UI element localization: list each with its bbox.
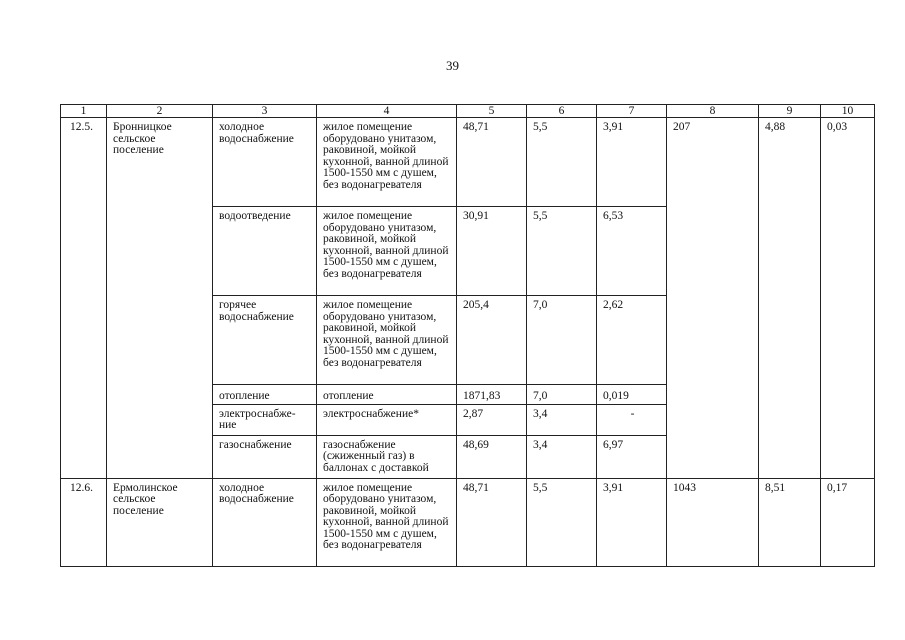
value-col7: 2,62 (597, 296, 667, 385)
value-col10: 0,03 (821, 118, 875, 479)
value-col5: 48,71 (457, 478, 527, 566)
value-col7: 3,91 (597, 478, 667, 566)
service-name: водоотведение (213, 207, 317, 296)
page-number: 39 (446, 58, 459, 73)
value-col5: 30,91 (457, 207, 527, 296)
value-col6: 3,4 (527, 404, 597, 435)
service-description: жилое помещение оборудовано унитазом, раковиной, мойкой кухонной, ванной длиной 1500-1550 мм с душем, без водонагревателя (317, 296, 457, 385)
tariff-table (60, 104, 875, 567)
header-cell: 10 (821, 105, 875, 118)
value-col5: 48,71 (457, 118, 527, 207)
row-number: 12.6. (61, 478, 107, 566)
value-col6: 7,0 (527, 385, 597, 405)
header-cell: 7 (597, 105, 667, 118)
value-col7: 6,53 (597, 207, 667, 296)
header-cell: 1 (61, 105, 107, 118)
value-col8: 1043 (667, 478, 759, 566)
table-row (61, 118, 875, 207)
service-name: отопление (213, 385, 317, 405)
header-cell: 5 (457, 105, 527, 118)
service-name: газоснабжение (213, 435, 317, 478)
service-name: электроснабже-ние (213, 404, 317, 435)
value-col6: 7,0 (527, 296, 597, 385)
service-description: жилое помещение оборудовано унитазом, раковиной, мойкой кухонной, ванной длиной 1500-1550 мм с душем, без водонагревателя (317, 478, 457, 566)
value-col7: 0,019 (597, 385, 667, 405)
service-description: электроснабжение* (317, 404, 457, 435)
service-description: газоснабжение (сжиженный газ) в баллонах с доставкой (317, 435, 457, 478)
value-col6: 3,4 (527, 435, 597, 478)
row-number: 12.5. (61, 118, 107, 479)
service-name: холодное водоснабжение (213, 478, 317, 566)
value-col10: 0,17 (821, 478, 875, 566)
service-description: жилое помещение оборудовано унитазом, раковиной, мойкой кухонной, ванной длиной 1500-1550 мм с душем, без водонагревателя (317, 207, 457, 296)
value-col6: 5,5 (527, 118, 597, 207)
value-col6: 5,5 (527, 478, 597, 566)
header-row (61, 105, 875, 118)
settlement-name: Бронницкое сельское поселение (107, 118, 213, 479)
header-cell: 4 (317, 105, 457, 118)
header-cell: 8 (667, 105, 759, 118)
header-cell: 6 (527, 105, 597, 118)
service-description: жилое помещение оборудовано унитазом, раковиной, мойкой кухонной, ванной длиной 1500-1550 мм с душем, без водонагревателя (317, 118, 457, 207)
value-col5: 205,4 (457, 296, 527, 385)
value-col7: 6,97 (597, 435, 667, 478)
value-col5: 2,87 (457, 404, 527, 435)
value-col6: 5,5 (527, 207, 597, 296)
service-description: отопление (317, 385, 457, 405)
header-cell: 2 (107, 105, 213, 118)
value-col9: 8,51 (759, 478, 821, 566)
value-col9: 4,88 (759, 118, 821, 479)
header-cell: 3 (213, 105, 317, 118)
service-name: горячее водоснабжение (213, 296, 317, 385)
value-col7: - (597, 404, 667, 435)
value-col5: 48,69 (457, 435, 527, 478)
value-col7: 3,91 (597, 118, 667, 207)
header-cell: 9 (759, 105, 821, 118)
settlement-name: Ермолинское сельское поселение (107, 478, 213, 566)
service-name: холодное водоснабжение (213, 118, 317, 207)
value-col8: 207 (667, 118, 759, 479)
table-row (61, 478, 875, 566)
value-col5: 1871,83 (457, 385, 527, 405)
